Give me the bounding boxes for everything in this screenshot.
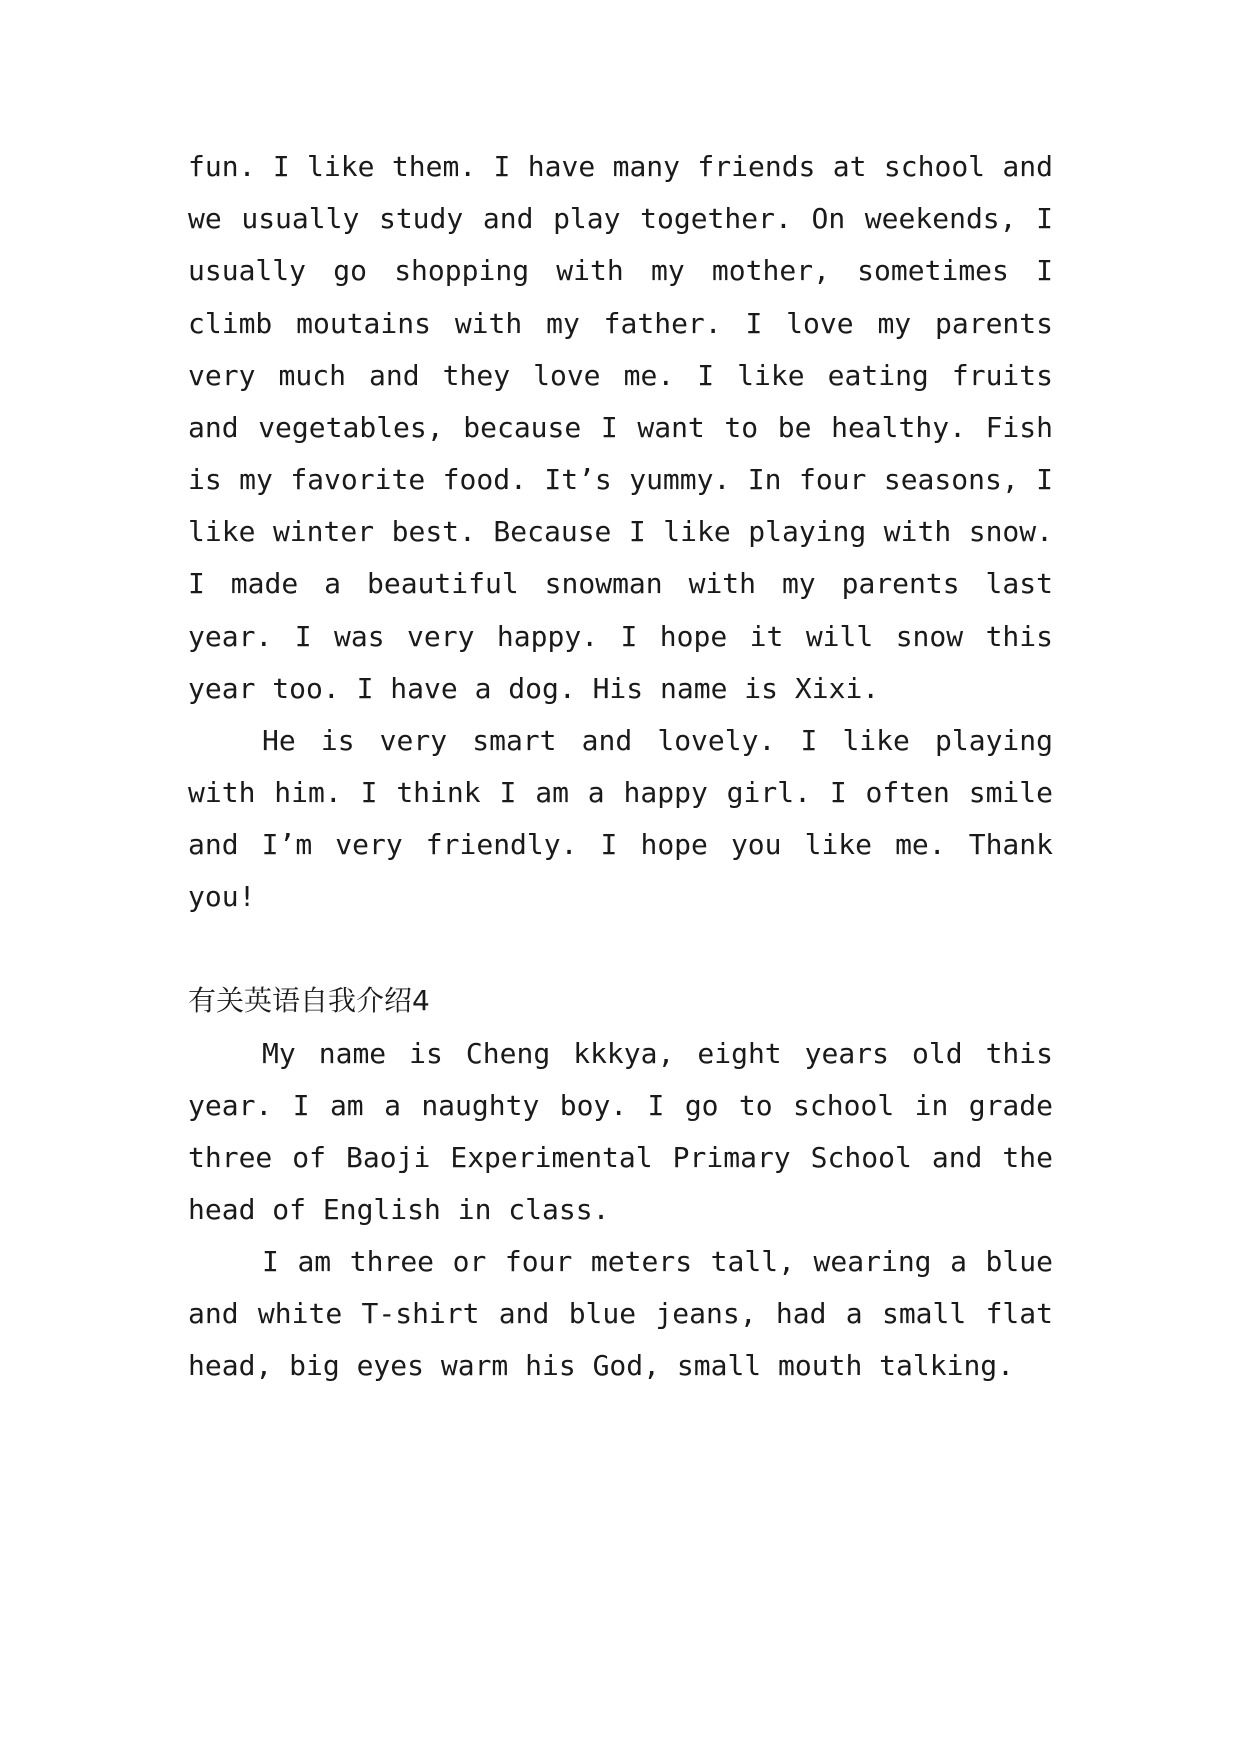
- paragraph-1-line-4: climb moutains with my father. I love my parents: [188, 307, 1053, 340]
- section-paragraph-2-line-3: head, big eyes warm his God, small mouth talking.: [188, 1349, 1015, 1382]
- section-paragraph-2-line-2: and white T-shirt and blue jeans, had a small flat: [188, 1297, 1053, 1330]
- paragraph-1-line-8: like winter best. Because I like playing with snow.: [188, 515, 1053, 548]
- paragraph-2-line-1: He is very smart and lovely. I like playing: [262, 724, 1053, 757]
- paragraph-1-line-2: we usually study and play together. On weekends, I: [188, 202, 1053, 235]
- section-paragraph-1-line-1: My name is Cheng kkkya, eight years old this: [262, 1037, 1053, 1070]
- paragraph-1-line-1: fun. I like them. I have many friends at school and: [188, 150, 1053, 183]
- section-heading: 有关英语自我介绍4: [188, 984, 430, 1017]
- section-paragraph-2-line-1: I am three or four meters tall, wearing a blue: [262, 1245, 1053, 1278]
- paragraph-2-line-3: and I’m very friendly. I hope you like me. Thank: [188, 828, 1053, 861]
- paragraph-1-line-5: very much and they love me. I like eating fruits: [188, 359, 1053, 392]
- paragraph-1-line-9: I made a beautiful snowman with my parents last: [188, 567, 1053, 600]
- paragraph-2-line-4: you!: [188, 880, 256, 913]
- paragraph-1-line-6: and vegetables, because I want to be healthy. Fish: [188, 411, 1053, 444]
- paragraph-1-line-3: usually go shopping with my mother, sometimes I: [188, 254, 1053, 287]
- paragraph-1-line-10: year. I was very happy. I hope it will snow this: [188, 620, 1053, 653]
- section-paragraph-1-line-4: head of English in class.: [188, 1193, 610, 1226]
- section-paragraph-1-line-2: year. I am a naughty boy. I go to school in grade: [188, 1089, 1053, 1122]
- paragraph-1-line-11: year too. I have a dog. His name is Xixi.: [188, 672, 880, 705]
- paragraph-2-line-2: with him. I think I am a happy girl. I often smile: [188, 776, 1053, 809]
- paragraph-1-line-7: is my favorite food. It’s yummy. In four seasons, I: [188, 463, 1053, 496]
- section-paragraph-1-line-3: three of Baoji Experimental Primary School and the: [188, 1141, 1053, 1174]
